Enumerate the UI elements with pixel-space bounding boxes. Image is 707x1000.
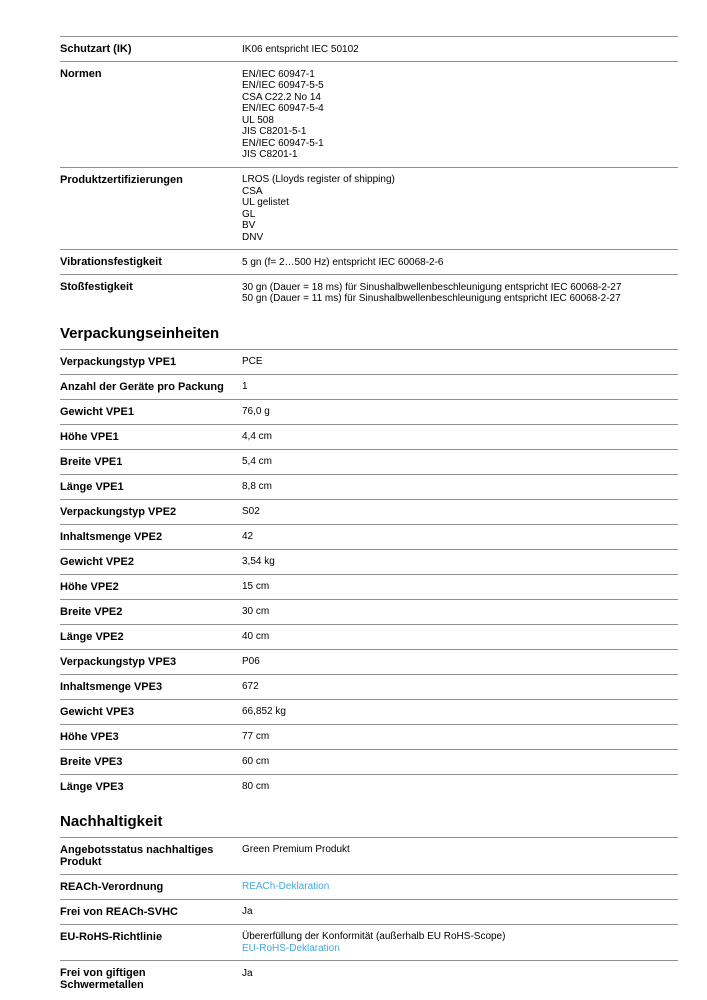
spec-value-line: EN/IEC 60947-5-1 (242, 137, 324, 149)
spec-label: Inhaltsmenge VPE2 (60, 530, 163, 543)
spec-values (242, 481, 678, 493)
spec-row-l-nge-vpe1 (60, 474, 678, 499)
spec-value-line: 77 cm (242, 731, 270, 742)
spec-value-line (242, 881, 678, 893)
spec-values (242, 381, 678, 393)
spec-values (242, 406, 678, 418)
spec-label: Produktzertifizierungen (60, 173, 183, 186)
spec-label: Vibrationsfestigkeit (60, 256, 162, 268)
spec-value-line: IK06 entspricht IEC 50102 (242, 43, 359, 55)
spec-label: Höhe VPE3 (60, 730, 119, 743)
spec-table (60, 36, 678, 311)
spec-label: REACh-Verordnung (60, 880, 164, 893)
spec-value-line: 3,54 kg (242, 556, 275, 567)
spec-row-frei-von-giftigen-schwermetallen (60, 960, 678, 997)
spec-row-inhaltsmenge-vpe3 (60, 674, 678, 699)
spec-values (242, 781, 678, 793)
spec-row-l-nge-vpe3 (60, 774, 678, 799)
spec-value-line: 50 gn (Dauer = 11 ms) für Sinushalbwellenbeschleunigung entspricht IEC 60068-2-27 (242, 293, 621, 304)
spec-row-verpackungstyp-vpe2 (60, 499, 678, 524)
spec-value-line: CSA C22.2 No 14 (242, 91, 321, 103)
spec-values (242, 756, 678, 768)
spec-value-line: 5 gn (f= 2…500 Hz) entspricht IEC 60068-2-6 (242, 256, 444, 268)
spec-values (242, 556, 678, 568)
spec-label: Breite VPE2 (60, 605, 123, 618)
spec-value-line: 30 gn (Dauer = 18 ms) für Sinushalbwellenbeschleunigung entspricht IEC 60068-2-27 (242, 281, 622, 293)
spec-value-line: P06 (242, 656, 260, 667)
spec-value-line: EN/IEC 60947-5-5 (242, 80, 324, 91)
section-heading-nachhaltigkeit: Nachhaltigkeit (60, 812, 163, 830)
spec-label: Höhe VPE1 (60, 430, 119, 443)
spec-label: Gewicht VPE2 (60, 555, 134, 568)
spec-value-line: Ja (242, 906, 253, 917)
section-heading-verpackungseinheiten: Verpackungseinheiten (60, 324, 220, 342)
spec-values (242, 174, 678, 244)
spec-label: Gewicht VPE3 (60, 705, 134, 718)
spec-label: Stoßfestigkeit (60, 281, 133, 293)
spec-table (60, 837, 678, 998)
spec-row-normen (60, 61, 678, 167)
spec-value-line: 60 cm (242, 756, 270, 767)
spec-value-line: 40 cm (242, 631, 270, 642)
spec-values (242, 431, 678, 443)
spec-value-line: CSA (242, 185, 263, 197)
spec-value-line: Ja (242, 967, 253, 979)
reach-deklaration-link[interactable]: REACh-Deklaration (242, 881, 330, 892)
spec-row-vibrationsfestigkeit (60, 249, 678, 274)
spec-label: Gewicht VPE1 (60, 405, 134, 418)
spec-label: Höhe VPE2 (60, 580, 119, 593)
spec-section-verpackungseinheiten (60, 325, 678, 799)
spec-value-line: Übererfüllung der Konformität (außerhalb EU RoHS-Scope) (242, 931, 506, 942)
spec-value-line: 66,852 kg (242, 706, 286, 717)
spec-value-line: JIS C8201-5-1 (242, 126, 307, 137)
spec-row-l-nge-vpe2 (60, 624, 678, 649)
spec-label: Inhaltsmenge VPE3 (60, 680, 163, 693)
spec-value-line: 42 (242, 531, 254, 542)
spec-value-line: 76,0 g (242, 406, 270, 417)
spec-label: Länge VPE2 (60, 630, 124, 643)
spec-value-line: 30 cm (242, 606, 270, 617)
spec-row-eu-rohs-richtlinie (60, 924, 678, 961)
spec-row-schutzart-ik (60, 36, 678, 61)
spec-values (242, 706, 678, 718)
spec-value-line: 672 (242, 681, 259, 692)
spec-row-reach-verordnung (60, 874, 678, 899)
spec-values (242, 881, 678, 893)
spec-row-frei-von-reach-svhc (60, 899, 678, 924)
spec-row-inhaltsmenge-vpe2 (60, 524, 678, 549)
spec-value-line: UL 508 (242, 114, 274, 126)
spec-value-line: S02 (242, 506, 260, 517)
spec-row-verpackungstyp-vpe1 (60, 349, 678, 374)
spec-row-sto-festigkeit (60, 274, 678, 311)
spec-label: Verpackungstyp VPE1 (60, 355, 177, 368)
spec-values (242, 456, 678, 468)
spec-label: Frei von giftigen Schwermetallen (60, 967, 146, 991)
spec-value-line: 80 cm (242, 781, 270, 792)
spec-row-h-he-vpe3 (60, 724, 678, 749)
spec-row-gewicht-vpe3 (60, 699, 678, 724)
spec-row-anzahl-der-ger-te-pro-packung (60, 374, 678, 399)
spec-label: Länge VPE1 (60, 480, 124, 493)
spec-values (242, 356, 678, 368)
spec-section-nachhaltigkeit (60, 813, 678, 998)
spec-value-line: 15 cm (242, 581, 270, 592)
spec-values (242, 43, 678, 55)
spec-label: Normen (60, 68, 102, 80)
spec-values (242, 931, 678, 955)
spec-label: Angebotsstatus nachhaltiges Produkt (60, 843, 214, 868)
spec-label: Länge VPE3 (60, 780, 124, 793)
spec-label: EU-RoHS-Richtlinie (60, 930, 163, 943)
spec-label: Verpackungstyp VPE3 (60, 655, 177, 668)
spec-values (242, 656, 678, 668)
spec-label: Verpackungstyp VPE2 (60, 505, 177, 518)
spec-row-h-he-vpe2 (60, 574, 678, 599)
spec-value-line: EN/IEC 60947-1 (242, 68, 315, 80)
spec-value-line: UL gelistet (242, 197, 289, 208)
spec-values (242, 68, 678, 161)
spec-value-line: Green Premium Produkt (242, 844, 350, 855)
spec-values (242, 281, 678, 305)
spec-value-line: DNV (242, 231, 264, 243)
spec-value-line: PCE (242, 356, 263, 367)
spec-values (242, 256, 678, 268)
spec-section-top (60, 36, 678, 311)
spec-label: Breite VPE1 (60, 455, 123, 468)
spec-table (60, 349, 678, 799)
spec-label: Schutzart (IK) (60, 43, 132, 55)
spec-values (242, 967, 678, 991)
spec-values (242, 531, 678, 543)
spec-value-line: 1 (242, 381, 248, 392)
spec-values (242, 844, 678, 868)
spec-row-h-he-vpe1 (60, 424, 678, 449)
spec-value-line: 5,4 cm (242, 456, 273, 467)
spec-value-line (242, 943, 678, 955)
spec-value-line: 4,4 cm (242, 431, 273, 442)
spec-values (242, 506, 678, 518)
spec-value-line: 8,8 cm (242, 481, 273, 492)
spec-value-line: BV (242, 220, 256, 231)
spec-row-breite-vpe2 (60, 599, 678, 624)
spec-label: Breite VPE3 (60, 755, 123, 768)
spec-values (242, 681, 678, 693)
spec-row-breite-vpe3 (60, 749, 678, 774)
spec-row-angebotsstatus-nachhaltiges-produkt (60, 837, 678, 874)
spec-values (242, 631, 678, 643)
spec-row-breite-vpe1 (60, 449, 678, 474)
spec-value-line: GL (242, 208, 256, 220)
spec-values (242, 606, 678, 618)
eu-rohs-deklaration-link[interactable]: EU-RoHS-Deklaration (242, 942, 340, 954)
spec-row-produktzertifizierungen (60, 167, 678, 250)
spec-label: Anzahl der Geräte pro Packung (60, 380, 224, 393)
spec-value-line: EN/IEC 60947-5-4 (242, 103, 324, 114)
spec-value-line: JIS C8201-1 (242, 149, 298, 160)
spec-label: Frei von REACh-SVHC (60, 905, 178, 918)
spec-values (242, 731, 678, 743)
spec-values (242, 906, 678, 918)
spec-values (242, 581, 678, 593)
spec-value-line: LROS (Lloyds register of shipping) (242, 174, 395, 185)
spec-row-gewicht-vpe1 (60, 399, 678, 424)
spec-row-verpackungstyp-vpe3 (60, 649, 678, 674)
spec-document (60, 36, 678, 997)
spec-row-gewicht-vpe2 (60, 549, 678, 574)
